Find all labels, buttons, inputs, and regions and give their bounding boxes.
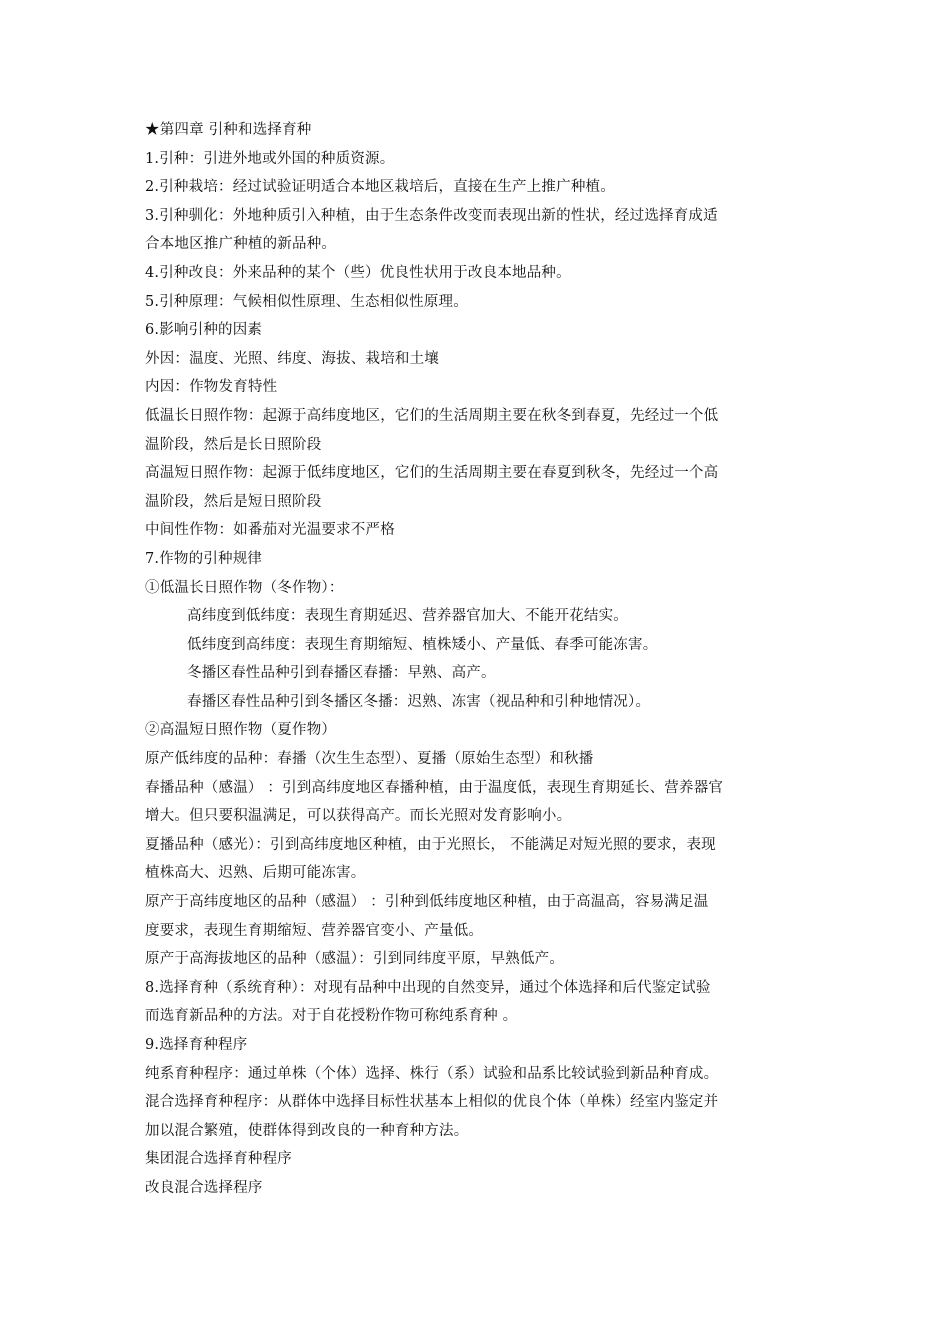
text-line: ①低温长日照作物（冬作物）： xyxy=(145,579,344,596)
text-line: 度要求，表现生育期缩短、营养器官变小、产量低。 xyxy=(145,922,484,939)
text-line: 外因：温度、光照、纬度、海拔、栽培和土壤 xyxy=(145,350,439,367)
text-line: 8.选择育种（系统育种）：对现有品种中出现的自然变异，通过个体选择和后代鉴定试验 xyxy=(145,979,711,996)
text-line: 原产于高海拔地区的品种（感温）：引到同纬度平原，早熟低产。 xyxy=(145,951,565,968)
text-line: 6.影响引种的因素 xyxy=(145,322,263,339)
text-line: 低纬度到高纬度：表现生育期缩短、植株矮小、产量低、春季可能冻害。 xyxy=(187,636,658,653)
text-line: 4.引种改良：外来品种的某个（些）优良性状用于改良本地品种。 xyxy=(145,264,571,281)
text-line: 高温短日照作物：起源于低纬度地区，它们的生活周期主要在春夏到秋冬，先经过一个高 xyxy=(145,465,719,482)
text-line: 5.引种原理：气候相似性原理、生态相似性原理。 xyxy=(145,293,468,310)
text-line: 原产低纬度的品种：春播（次生生态型）、夏播（原始生态型）和秋播 xyxy=(145,751,594,768)
text-line: 温阶段，然后是短日照阶段 xyxy=(145,493,322,510)
text-line: 合本地区推广种植的新品种。 xyxy=(145,236,337,253)
text-line: 1.引种：引进外地或外国的种质资源。 xyxy=(145,150,395,167)
text-line: 集团混合选择育种程序 xyxy=(145,1151,292,1168)
text-line: 温阶段，然后是长日照阶段 xyxy=(145,436,322,453)
text-line: 原产于高纬度地区的品种（感温） ：引种到低纬度地区种植，由于高温高，容易满足温 xyxy=(145,894,709,911)
text-line: 增大。但只要积温满足，可以获得高产。而长光照对发育影响小。 xyxy=(145,808,572,825)
text-line: 改良混合选择程序 xyxy=(145,1179,263,1196)
text-line: 7.作物的引种规律 xyxy=(145,550,263,567)
document-page xyxy=(145,116,815,1203)
text-line: 春播区春性品种引到冬播区冬播：迟熟、冻害（视品种和引种地情况）。 xyxy=(187,693,651,710)
text-line: 低温长日照作物：起源于高纬度地区，它们的生活周期主要在秋冬到春夏，先经过一个低 xyxy=(145,407,719,424)
text-line: 高纬度到低纬度：表现生育期延迟、营养器官加大、不能开花结实。 xyxy=(187,608,628,625)
text-line: 3.引种驯化：外地种质引入种植，由于生态条件改变而表现出新的性状，经过选择育成适 xyxy=(145,207,718,224)
chapter-heading: ★第四章 引种和选择育种 xyxy=(145,122,312,138)
text-line: 加以混合繁殖，使群体得到改良的一种育种方法。 xyxy=(145,1122,469,1139)
text-line: 冬播区春性品种引到春播区春播：早熟、高产。 xyxy=(187,665,496,682)
text-line: 而选育新品种的方法。对于自花授粉作物可称纯系育种 。 xyxy=(145,1008,518,1025)
text-line: 中间性作物：如番茄对光温要求不严格 xyxy=(145,522,395,539)
text-line: 纯系育种程序：通过单株（个体）选择、株行（系）试验和品系比较试验到新品种育成。 xyxy=(145,1065,719,1082)
text-line: 2.引种栽培：经过试验证明适合本地区栽培后，直接在生产上推广种植。 xyxy=(145,179,615,196)
text-line: ②高温短日照作物（夏作物） xyxy=(145,722,337,739)
text-line: 春播品种（感温） ：引到高纬度地区春播种植，由于温度低，表现生育期延长、营养器官 xyxy=(145,779,724,796)
text-line: 植株高大、迟熟、后期可能冻害。 xyxy=(145,865,366,882)
text-line: 夏播品种（感光）：引到高纬度地区种植，由于光照长， 不能满足对短光照的要求，表现 xyxy=(145,836,716,853)
text-line: 9.选择育种程序 xyxy=(145,1037,248,1053)
text-line: 内因：作物发育特性 xyxy=(145,379,278,396)
text-line: 混合选择育种程序：从群体中选择目标性状基本上相似的优良个体（单株）经室内鉴定并 xyxy=(145,1094,719,1111)
